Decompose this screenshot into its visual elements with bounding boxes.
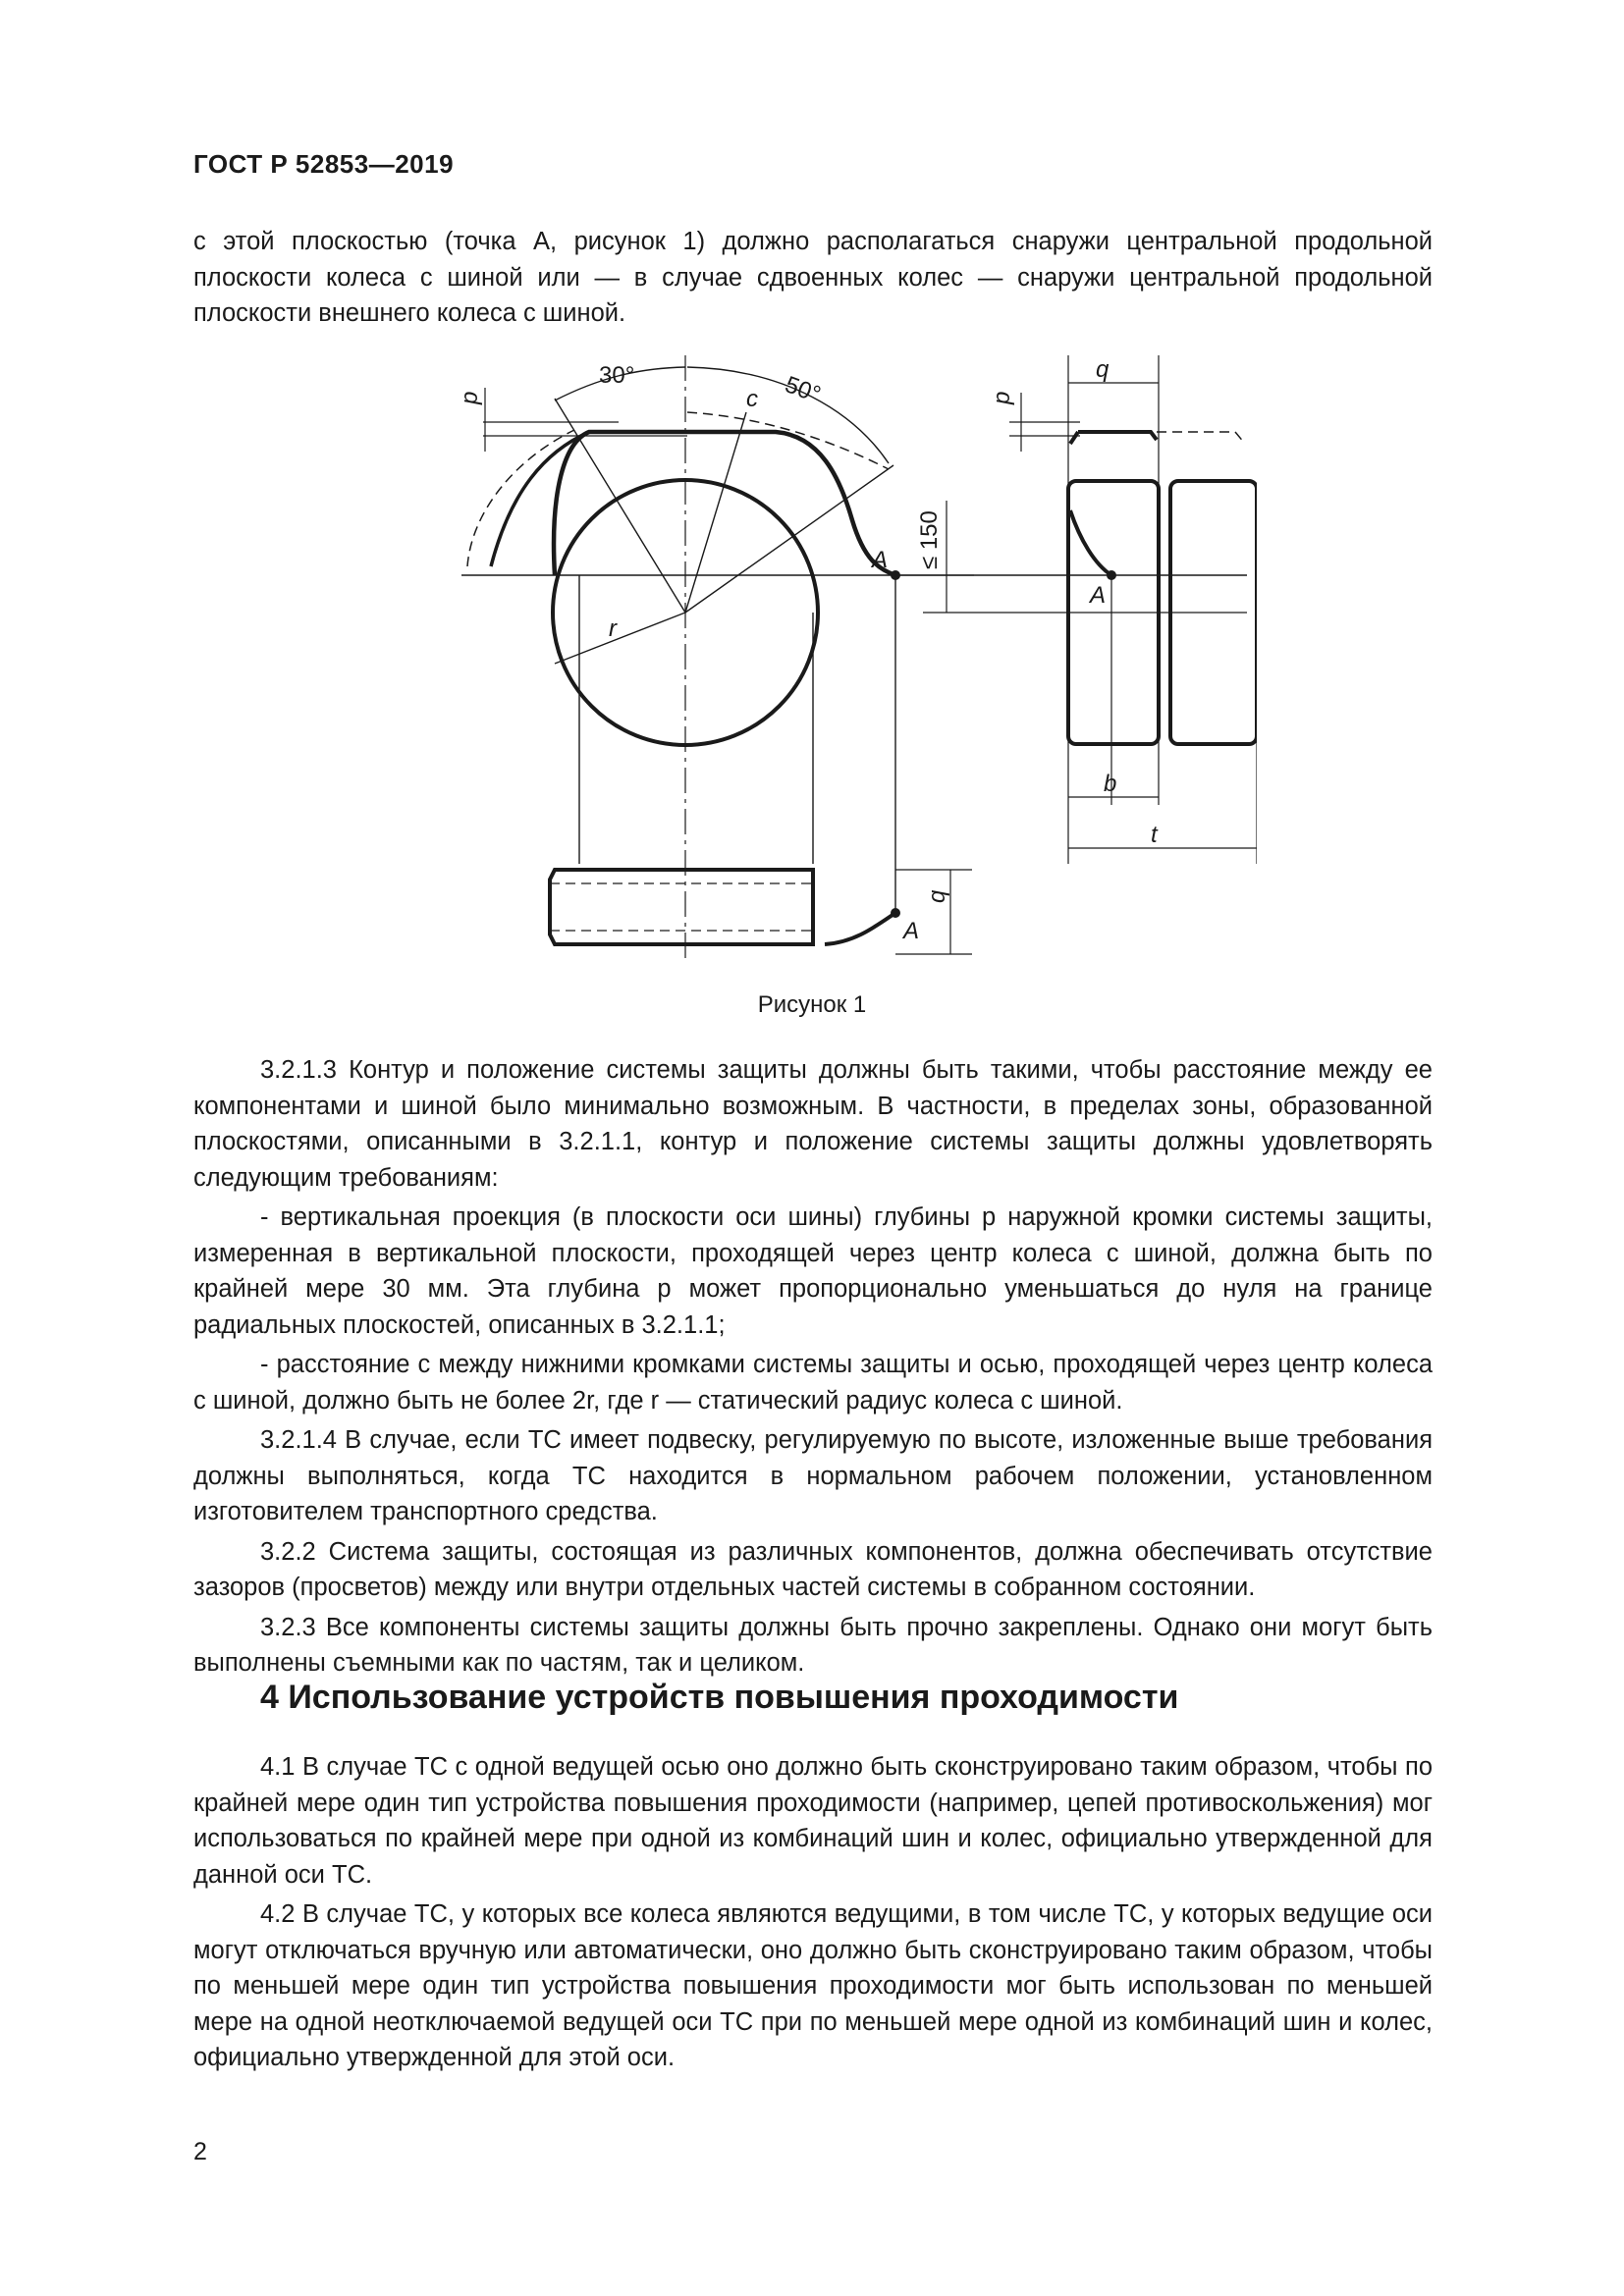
paragraph-4-2 [193,1896,1433,2076]
paragraph-number: 4.2 [260,1900,296,1928]
bullet-marker: - [260,1203,269,1231]
label-a-3: A [903,918,920,944]
label-p-right: p [989,391,1015,404]
intro-paragraph [193,224,1433,332]
label-angle-50: 50° [781,371,825,409]
label-dim-150: ≤ 150 [916,510,943,569]
label-b: b [1104,771,1117,797]
paragraph-text: В случае ТС, у которых все колеса являются ведущими, в том числе ТС, у которых ведущие оси могут отключаться вручную или автоматически, оно должно быть сконструировано таким образом, чтобы по меньшей мере один тип устройства повышения проходимости мог быть использован по меньшей мере на одной неотключаемой ведущей оси ТС при по меньшей мере одной из комбинаций шин и колес, официально утвержденной для этой оси. [193,1900,1433,2071]
clause-bullet-2 [193,1347,1433,1418]
clause-text: Все компоненты системы защиты должны быть прочно закреплены. Однако они могут быть выполнены съемными как по частям, так и целиком. [193,1613,1433,1677]
paragraph-text: В случае ТС с одной ведущей осью оно должно быть сконструировано таким образом, чтобы по крайней мере один тип устройства повышения проходимости (например, цепей противоскольжения) мог использоваться по крайней мере при одной из комбинаций шин и колес, официально утвержденной для данной оси ТС. [193,1753,1433,1889]
label-r: r [609,615,617,642]
label-q-top: q [1096,356,1110,383]
page-number: 2 [193,2138,207,2165]
paragraph-number: 4.1 [260,1753,296,1781]
label-p-left: p [457,391,483,404]
label-a-2: A [1090,582,1107,609]
clause-text: Система защиты, состоящая из различных компонентов, должна обеспечивать отсутствие зазоров (просветов) между или внутри отдельных частей системы в собранном состоянии. [193,1537,1433,1601]
figure-1 [432,342,1257,970]
section-heading-4: 4 Использование устройств повышения проходимости [260,1679,1179,1716]
label-angle-30: 30° [599,362,635,389]
clause-3-2-2 [193,1534,1433,1606]
clause-3-2-1-4 [193,1422,1433,1530]
clause-text: Контур и положение системы защиты должны быть такими, чтобы расстояние между ее компонентами и шиной было минимально возможным. В частности, в пределах зоны, образованной плоскостями, описанными в 3.2.1.1, контур и положение системы защиты должны удовлетворять следующим требованиям: [193,1056,1433,1192]
bullet-marker: - [260,1351,269,1378]
clause-number: 3.2.1.3 [260,1056,337,1084]
label-t: t [1151,822,1158,848]
clause-number: 3.2.2 [260,1537,316,1566]
clauses-block [193,1052,1433,1682]
document-header: ГОСТ Р 52853—2019 [193,149,455,179]
figure-caption: Рисунок 1 [757,991,867,1018]
label-q-bottom: q [924,889,950,903]
clause-text: В случае, если ТС имеет подвеску, регулируемую по высоте, изложенные выше требования должны выполняться, когда ТС находится в нормальном рабочем положении, установленном изготовителем транспортного средства. [193,1426,1433,1525]
bullet-text: расстояние c между нижними кромками системы защиты и осью, проходящей через центр колеса с шиной, должно быть не более 2r, где r — статический радиус колеса с шиной. [193,1351,1434,1415]
clause-bullet-1 [193,1200,1433,1343]
clause-number: 3.2.3 [260,1613,316,1641]
bullet-text: вертикальная проекция (в плоскости оси шины) глубины p наружной кромки системы защиты, измеренная в вертикальной плоскости, проходящей через центр колеса с шиной, должна быть по крайней мере 30 мм. Эта глубина p может пропорционально уменьшаться до нуля на границе радиальных плоскостей, описанных в 3.2.1.1; [193,1203,1433,1339]
figure-drawing [432,342,1257,970]
clause-3-2-3 [193,1610,1433,1682]
label-a-1: A [872,547,889,573]
paragraph-4-1 [193,1749,1433,1893]
clause-number: 3.2.1.4 [260,1426,337,1454]
label-c: c [746,386,758,412]
clause-3-2-1-3 [193,1052,1433,1196]
section4-block [193,1749,1433,2076]
intro-text: с этой плоскостью (точка А, рисунок 1) должно располагаться снаружи центральной продольной плоскости колеса с шиной или — в случае сдвоенных колес — снаружи центральной продольной плоскости внешнего колеса с шиной. [193,228,1433,327]
